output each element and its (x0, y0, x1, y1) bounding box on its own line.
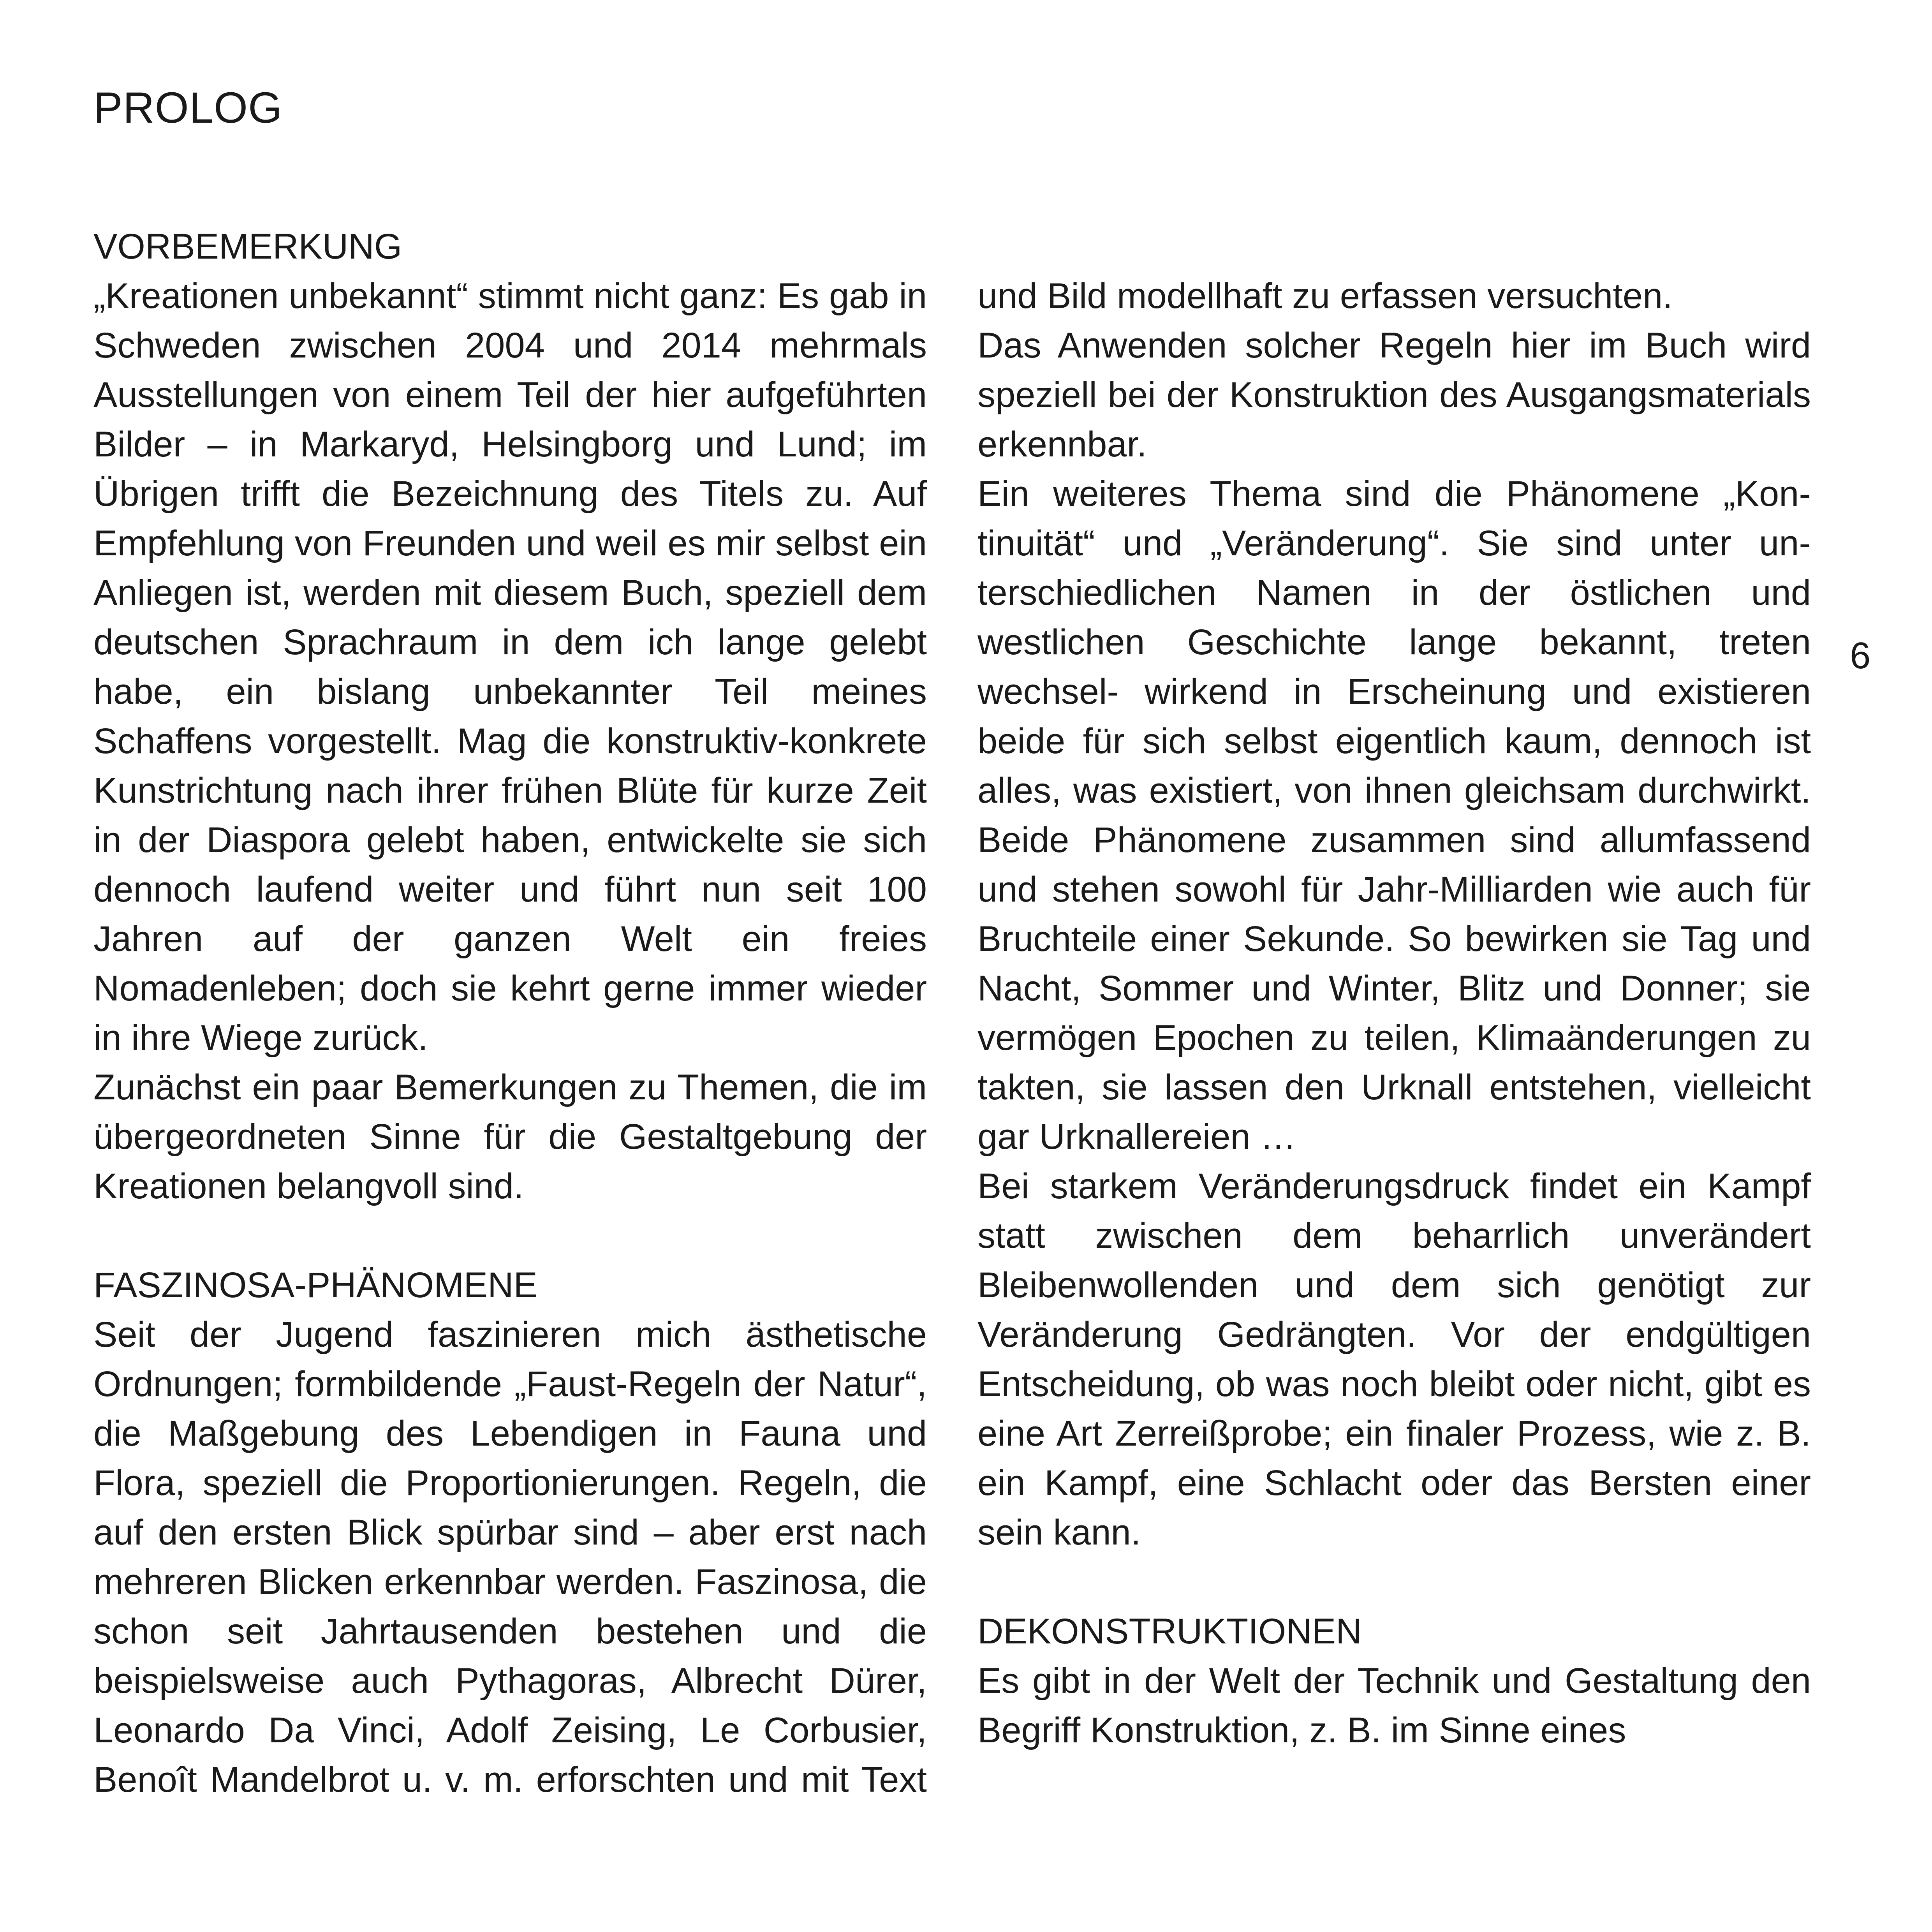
paragraph: Das Anwenden solcher Regeln hier im Buch wird speziell bei der Konstruktion des Ausgangsmaterials erkennbar. (977, 326, 1811, 464)
left-column (93, 222, 927, 1805)
section-spacer (977, 1557, 1811, 1607)
paragraph: Zunächst ein paar Bemerkungen zu Themen, die im übergeordneten Sinne für die Gestaltgebung der Kreationen belangvoll sind. (93, 1067, 927, 1206)
paragraph: „Kreationen unbekannt“ stimmt nicht ganz: Es gab in Schweden zwischen 2004 und 2014 mehrmals Ausstellungen von einem Teil der hier aufgeführten Bilder – in Markaryd, Helsingborg und Lund; im Übrigen trifft die Bezeichnung des Titels zu. Auf Empfehlung von Freunden und weil es mir selbst ein Anliegen ist, werden mit diesem Buch, speziell dem deutschen Sprachraum in dem ich lange gelebt habe, ein bislang unbekannter Teil meines Schaffens vorgestellt. Mag die konstruktiv-konkrete Kunstrichtung nach ihrer frühen Blüte für kurze Zeit in der Diaspora gelebt haben, entwickelte sie sich dennoch laufend weiter und führt nun seit 100 Jahren auf der ganzen Welt ein freies Nomadenleben; doch sie kehrt gerne immer wieder in ihre Wiege zurück. (93, 276, 927, 1058)
paragraph-continued: Seit der Jugend faszinieren mich ästhetische Ordnungen; formbildende „Faust-Regeln der Natur“, die Maßgebung des Lebendigen in Fauna und Flora, speziell die Proportionierungen. Regeln, die auf den ersten Blick spürbar sind – aber erst nach mehreren Blicken erkennbar werden. Faszinosa, die schon seit Jahrtausenden bestehen und die beispielsweise auch Pythagoras, Albrecht Dürer, Leonardo Da Vinci, Adolf Zeising, Le Corbusier, Benoît Mandelbrot u. v. m. erforschten und mit Text (93, 1315, 927, 1800)
paragraph: Es gibt in der Welt der Technik und Gestaltung den Begriff Konstruktion, z. B. im Sinne eines (977, 1661, 1811, 1750)
paragraph: Ein weiteres Thema sind die Phänomene „Kontinuität“ und „Veränderung“. Sie sind unter unterschiedlichen Namen in der östlichen und westlichen Geschichte lange bekannt, treten wechsel- wirkend in Erscheinung und existieren beide für sich selbst eigentlich kaum, dennoch ist alles, was existiert, von ihnen gleichsam durchwirkt. Beide Phänomene zusammen sind allumfassend und stehen sowohl für Jahr-Milliarden wie auch für Bruchteile einer Sekunde. So bewirken sie Tag und Nacht, Sommer und Winter, Blitz und Donner; sie vermögen Epochen zu teilen, Klimaänderungen zu takten, sie lassen den Urknall entstehen, vielleicht gar Urknallereien … (977, 474, 1811, 1157)
page-number: 6 (1850, 635, 1871, 676)
chapter-title: PROLOG (93, 83, 283, 132)
paragraph-continuation: und Bild modellhaft zu erfassen versuchten. (977, 276, 1673, 316)
section-spacer (93, 1211, 927, 1261)
section-heading-vorbemerkung: VORBEMERKUNG (93, 227, 402, 266)
section-heading-dekonstruktionen: DEKONSTRUKTIONEN (977, 1611, 1362, 1651)
section-heading-faszinosa: FASZINOSA-PHÄNOMENE (93, 1265, 537, 1305)
paragraph: Bei starkem Veränderungsdruck findet ein Kampf statt zwischen dem beharrlich unverändert Bleibenwollenden und dem sich genötigt zur Veränderung Gedrängten. Vor der endgültigen Entscheidung, ob was noch bleibt oder nicht, gibt es eine Art Zerreißprobe; ein finaler Prozess, wie z. B. ein Kampf, eine Schlacht oder das Bersten einer sein kann. (977, 1166, 1811, 1552)
right-column (977, 271, 1811, 1755)
